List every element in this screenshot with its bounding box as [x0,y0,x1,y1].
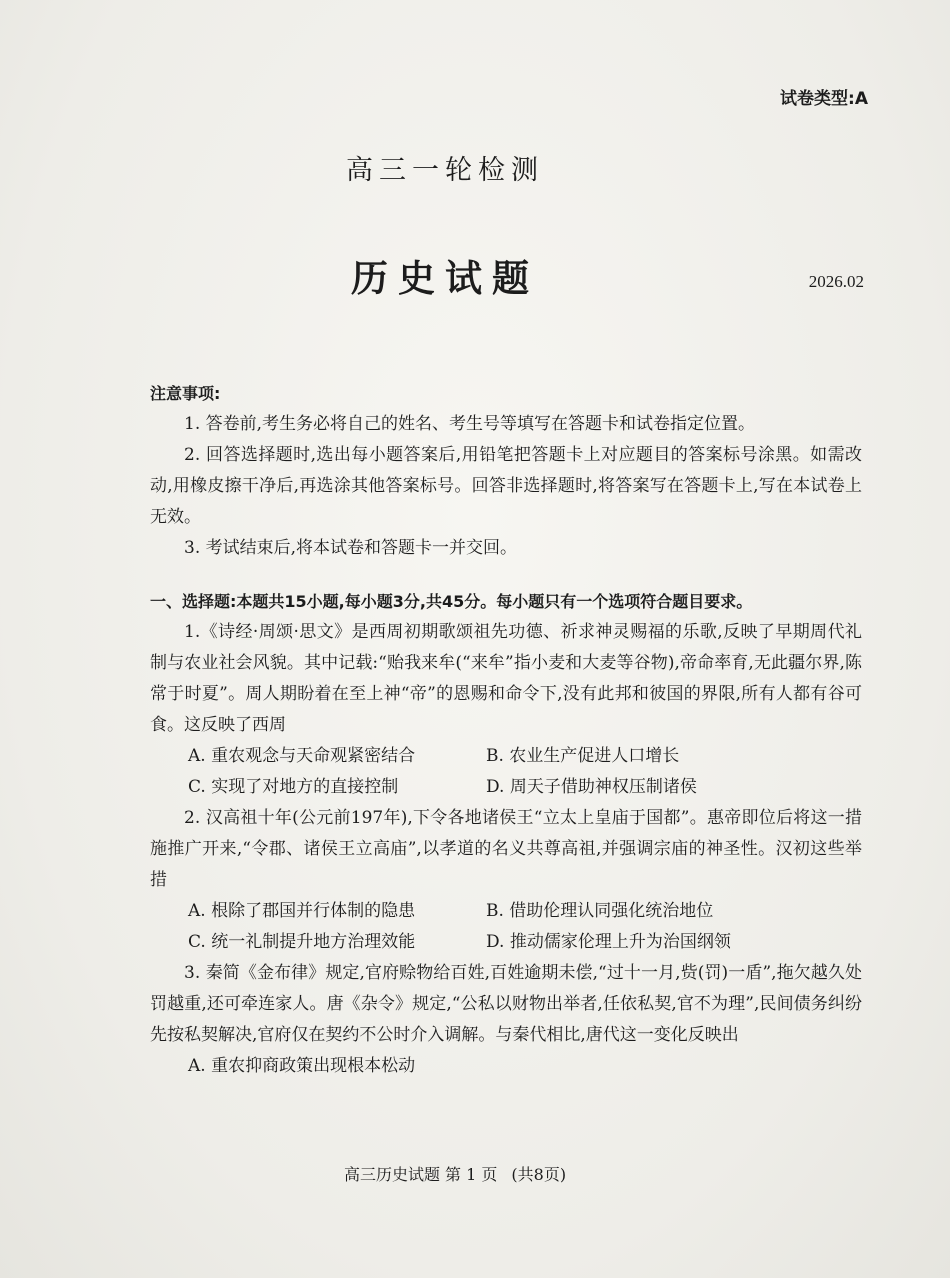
option-row [150,741,862,772]
footer-page-label: 高三历史试题 第 1 页 [343,1165,498,1184]
paper-type-label: 试卷类型:A [780,89,868,109]
question-3 [150,958,862,1082]
section-heading: 一、选择题:本题共15小题,每小题3分,共45分。每小题只有一个选项符合题目要求。 [150,592,753,611]
option-c: C. 统一礼制提升地方治理效能 [188,932,416,952]
exam-date: 2026.02 [808,272,864,291]
question-stem: 2. 汉高祖十年(公元前197年),下令各地诸侯王“立太上皇庙于国都”。惠帝即位后将这一措施推广开来,“令郡、诸侯王立高庙”,以孝道的名义共尊高祖,并强调宗庙的神圣性。汉初这些举措 [150,808,862,890]
option-row [150,772,862,803]
exam-title: 历史试题 [351,256,539,300]
option-row [150,1051,862,1082]
option-a: A. 重农观念与天命观紧密结合 [188,746,416,766]
question-2 [150,803,862,958]
notice-item: 2. 回答选择题时,选出每小题答案后,用铅笔把答题卡上对应题目的答案标号涂黑。如需改动,用橡皮擦干净后,再选涂其他答案标号。回答非选择题时,将答案写在答题卡上,写在本试卷上无效。 [150,445,862,527]
notice-item: 1. 答卷前,考生务必将自己的姓名、考生号等填写在答题卡和试卷指定位置。 [184,414,756,434]
option-d: D. 推动儒家伦理上升为治国纲领 [486,932,731,952]
question-stem: 1.《诗经·周颂·思文》是西周初期歌颂祖先功德、祈求神灵赐福的乐歌,反映了早期周代礼制与农业社会风貌。其中记载:“贻我来牟(“来牟”指小麦和大麦等谷物),帝命率育,无此疆尔界,陈常于时夏”。周人期盼着在至上神“帝”的恩赐和命令下,没有此邦和彼国的界限,所有人都有谷可食。这反映了西周 [150,622,862,735]
option-d: D. 周天子借助神权压制诸侯 [486,777,697,797]
notice-item: 3. 考试结束后,将本试卷和答题卡一并交回。 [184,538,518,558]
option-a: A. 重农抑商政策出现根本松动 [188,1056,416,1076]
option-c: C. 实现了对地方的直接控制 [188,777,399,797]
page-footer [0,1162,950,1185]
exam-body [150,378,862,1082]
option-row [150,896,862,927]
question-1 [150,617,862,803]
exam-subtitle: 高三一轮检测 [346,155,544,186]
option-a: A. 根除了郡国并行体制的隐患 [188,901,416,921]
footer-total-pages: (共8页) [511,1165,567,1184]
option-b: B. 借助伦理认同强化统治地位 [486,901,714,921]
option-b: B. 农业生产促进人口增长 [486,746,680,766]
notice-heading: 注意事项: [150,384,221,403]
option-row [150,927,862,958]
question-stem: 3. 秦简《金布律》规定,官府赊物给百姓,百姓逾期未偿,“过十一月,赀(罚)一盾”,拖欠越久处罚越重,还可牵连家人。唐《杂令》规定,“公私以财物出举者,任依私契,官不为理”,民间债务纠纷先按私契解决,官府仅在契约不公时介入调解。与秦代相比,唐代这一变化反映出 [150,963,862,1045]
